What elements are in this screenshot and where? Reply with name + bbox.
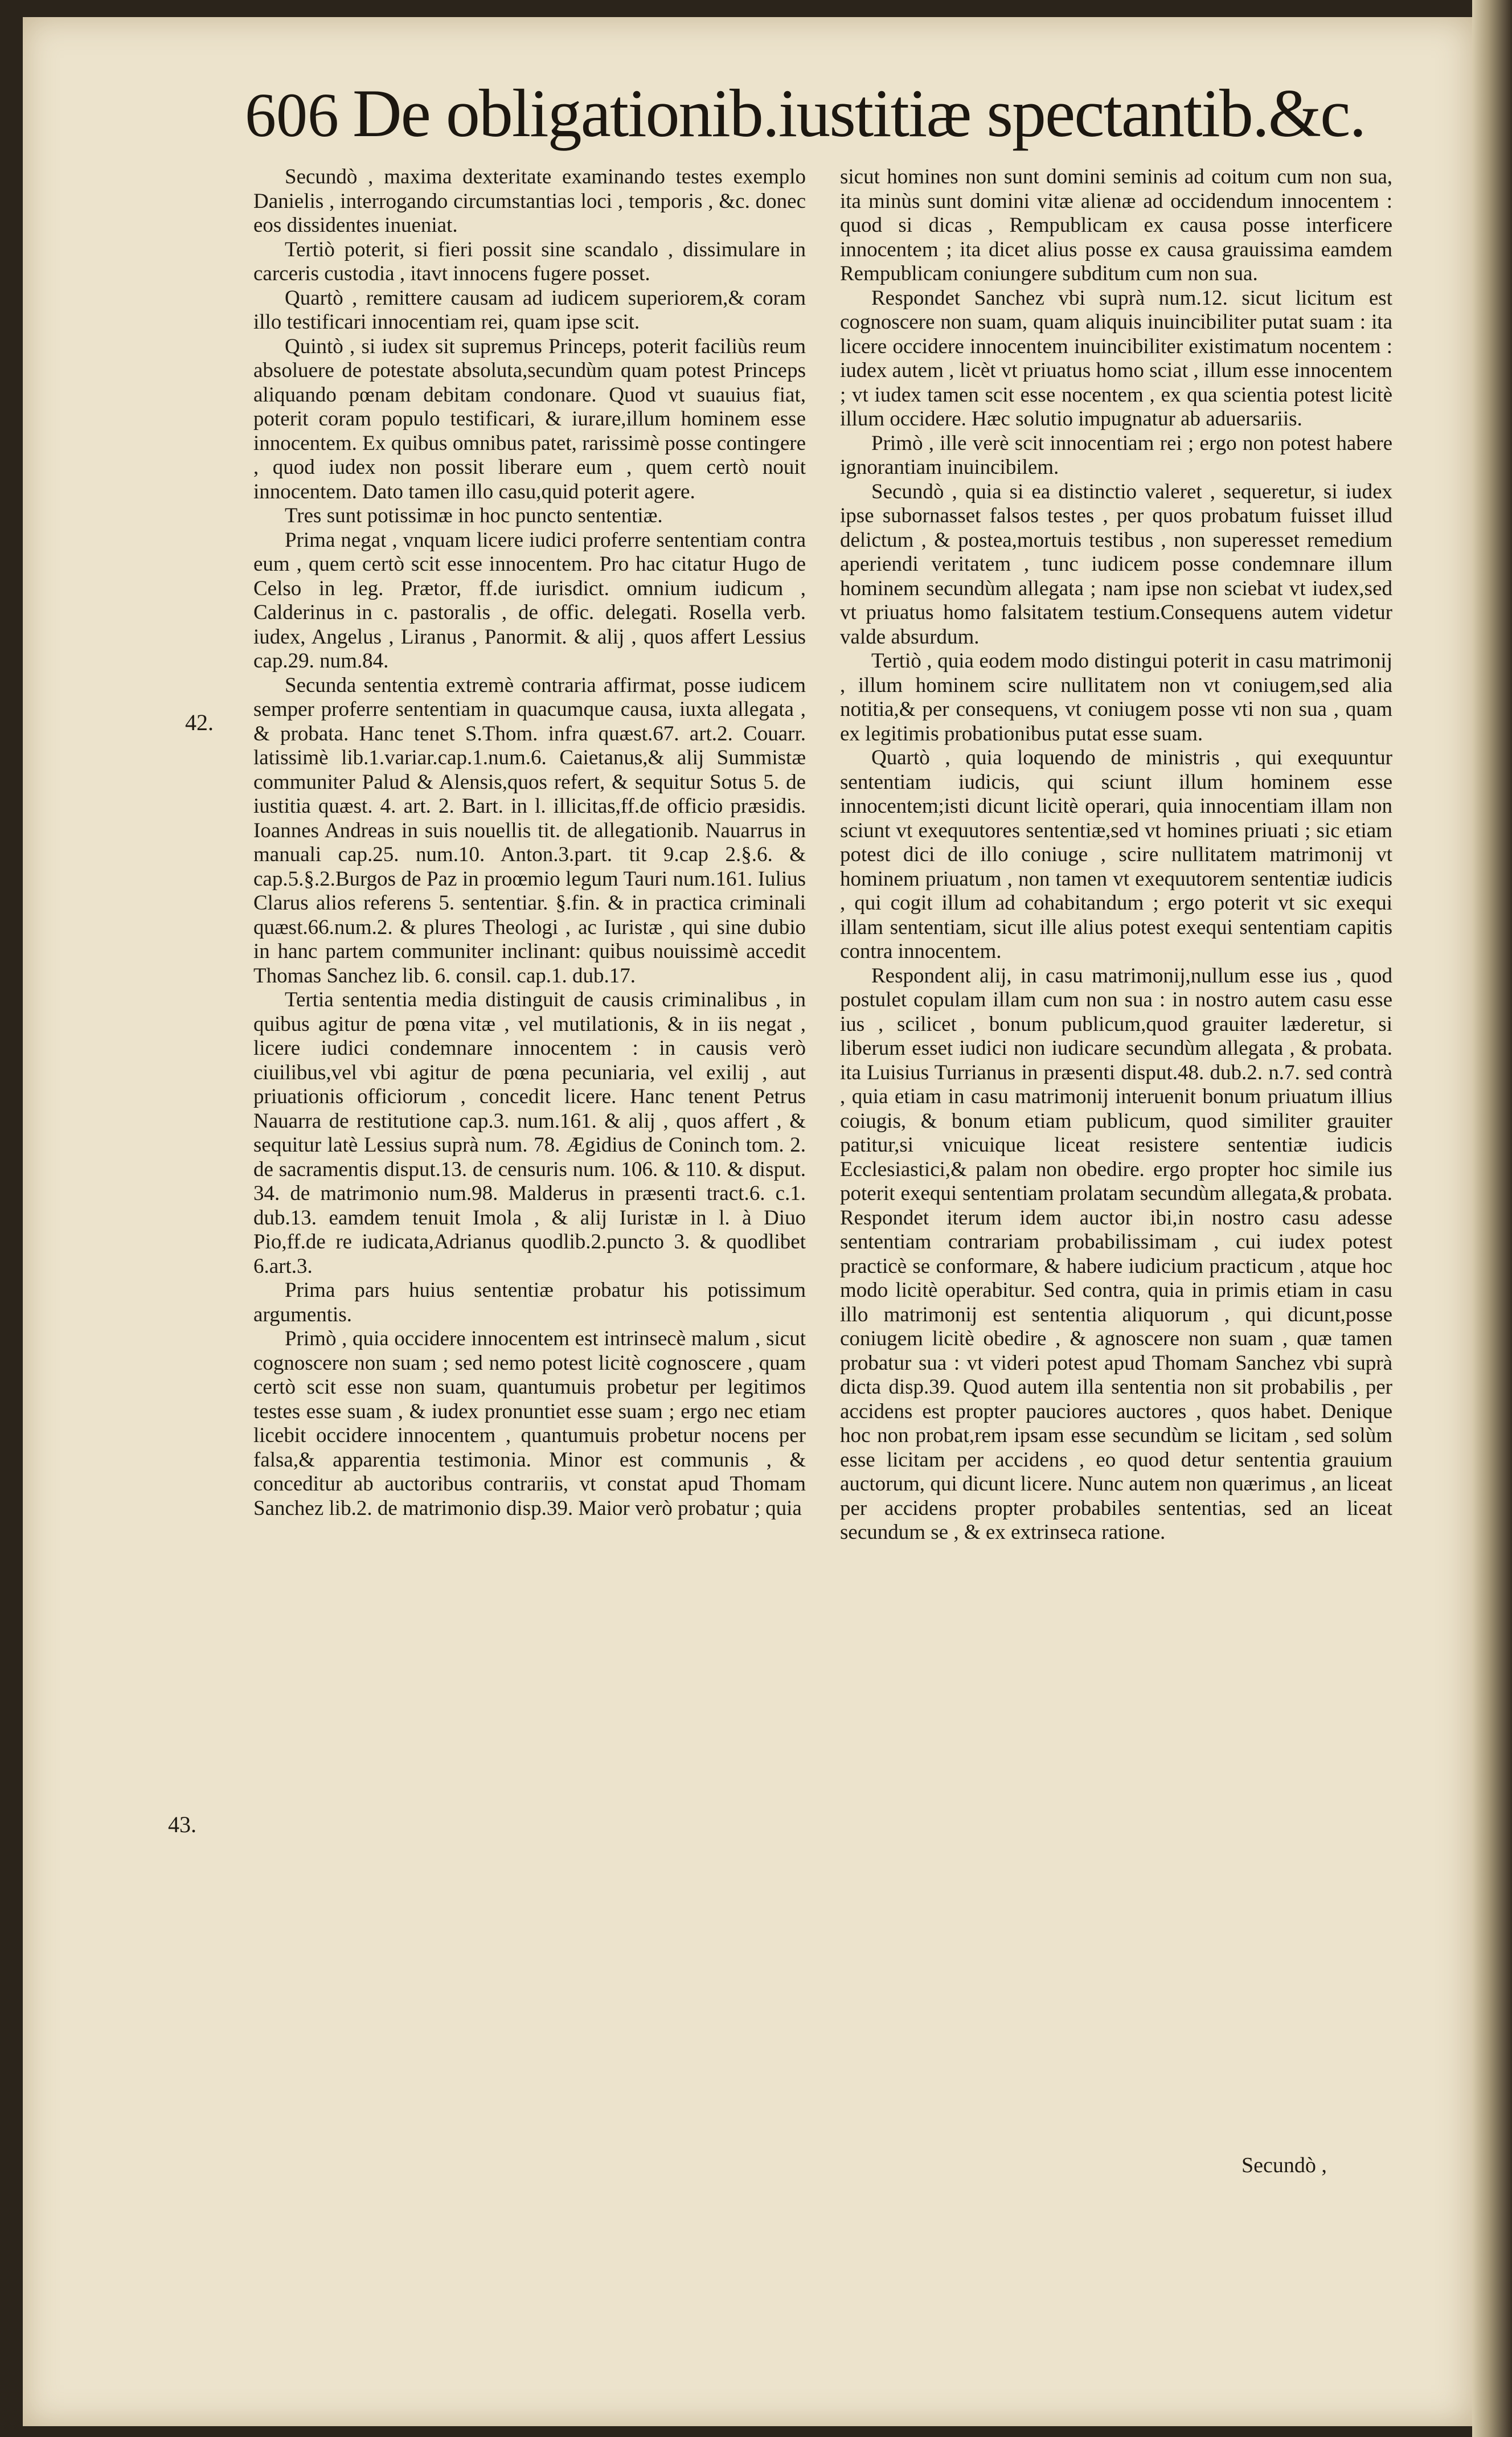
right-column: [840, 165, 1392, 2159]
paragraph: Quintò , si iudex sit supremus Princeps, poterit faciliùs reum absoluere de potestate absoluta,secundùm quam potest Princeps aliquando pœnam debitam condonare. Quod vt suauius fiat, poterit coram populo testificari, & iurare,illum hominem esse innocentem. Ex quibus omnibus patet, rarissimè posse contingere , quod iudex non possit liberare eum , quem certò nouit innocentem. Dato tamen illo casu,quid poterit agere.: [253, 334, 806, 503]
page-number: 606: [245, 80, 339, 150]
running-header: [245, 74, 1366, 151]
margin-note-42: 42.: [185, 710, 214, 735]
paragraph: Secunda sententia extremè contraria affirmat, posse iudicem semper proferre sententiam in quacumque causa, iuxta allegata , & probata. Hanc tenet S.Thom. infra quæst.67. art.2. Couarr. latissimè lib.1.variar.cap.1.num.6. Caietanus,& alij Summistæ communiter Palud & Alensis,quos refert, & sequitur Sotus 5. de iustitia quæst. 4. art. 2. Bart. in l. illicitas,ff.de officio præsidis. Ioannes Andreas in suis nouellis tit. de allegationib. Nauarrus in manuali cap.25. num.10. Anton.3.part. tit 9.cap 2.§.6. & cap.5.§.2.Burgos de Paz in proœmio legum Tauri num.161. Iulius Clarus alios referens 5. sententiar. §.fin. & in practica criminali quæst.66.num.2. & plures Theologi , ac Iuristæ , qui sine dubio in hanc partem communiter inclinant: quibus nouissimè accedit Thomas Sanchez lib. 6. consil. cap.1. dub.17.: [253, 673, 806, 988]
paragraph: Respondet Sanchez vbi suprà num.12. sicut licitum est cognoscere non suam, quam aliquis inuincibiliter putat suam : ita licere occidere innocentem inuincibiliter existimatum nocentem : iudex autem , licèt vt priuatus homo sciat , illum esse innocentem ; vt iudex tamen scit esse nocentem , ex qua scientia potest licitè illum occidere. Hæc solutio impugnatur ab aduersariis.: [840, 286, 1392, 431]
page-title: De obligationib.iustitiæ spectantib.&c.: [353, 75, 1366, 151]
paragraph: Prima negat , vnquam licere iudici proferre sententiam contra eum , quem certò scit esse innocentem. Pro hac citatur Hugo de Celso in leg. Prætor, ff.de iurisdict. omnium iudicum , Calderinus in c. pastoralis , de offic. delegati. Rosella verb. iudex, Angelus , Liranus , Panormit. & alij , quos affert Lessius cap.29. num.84.: [253, 528, 806, 673]
paragraph: Primò , ille verè scit innocentiam rei ; ergo non potest habere ignorantiam inuincibilem.: [840, 431, 1392, 479]
paragraph: Quartò , remittere causam ad iudicem superiorem,& coram illo testificari innocentiam rei, quam ipse scit.: [253, 286, 806, 334]
paragraph: Tres sunt potissimæ in hoc puncto sententiæ.: [285, 504, 663, 527]
paragraph: Secundò , quia si ea distinctio valeret , sequeretur, si iudex ipse subornasset falsos testes , per quos probatum fuisset illud delictum , & postea,mortuis testibus , non superesset remedium aperiendi veritatem , tunc iudicem posse condemnare illum hominem secundùm allegata ; nam ipse non sciebat vt iudex,sed vt priuatus homo falsitatem testium.Consequens autem videtur valde absurdum.: [840, 480, 1392, 649]
paragraph: Primò , quia occidere innocentem est intrinsecè malum , sicut cognoscere non suam ; sed nemo potest licitè cognoscere , quam certò scit esse non suam, quantumuis probetur per legitimos testes esse suam , & iudex pronuntiet esse suam ; ergo nec etiam licebit occidere innocentem , quantumuis probetur nocens per falsa,& apparentia testimonia. Minor est communis , & conceditur ab auctoribus contrariis, vt constat apud Thomam Sanchez lib.2. de matrimonio disp.39. Maior verò probatur ; quia: [253, 1327, 806, 1520]
book-binding-edge: [1472, 0, 1512, 2437]
paragraph: Prima pars huius sententiæ probatur his potissimum argumentis.: [253, 1279, 806, 1326]
paragraph: sicut homines non sunt domini seminis ad coitum cum non sua, ita minùs sunt domini vitæ alienæ ad occidendum innocentem : quod si dicas , Rempublicam ex causa posse interficere innocentem ; ita dicet alius posse ex causa grauissima eamdem Rempublicam coniungere subditum cum non sua.: [840, 165, 1392, 285]
catchword: Secundò ,: [1241, 2153, 1327, 2177]
margin-note-43: 43.: [168, 1812, 196, 1837]
left-column: [253, 165, 806, 2159]
paragraph: Tertiò , quia eodem modo distingui poterit in casu matrimonij , illum hominem scire nullitatem non vt coniugem,sed alia notitia,& per consequens, vt coniugem posse vti non sua , quam ex legitimis probationibus putat esse suam.: [840, 649, 1392, 746]
paragraph: Tertia sententia media distinguit de causis criminalibus , in quibus agitur de pœna vitæ , vel mutilationis, & in iis negat , licere iudici condemnare innocentem : in causis verò ciuilibus,vel vbi agitur de pœna pecuniaria, vel exilij , aut priuationis officiorum , concedit licere. Hanc tenent Petrus Nauarra de restitutione cap.3. num.161. & alij , quos affert , & sequitur latè Lessius suprà num. 78. Ægidius de Coninch tom. 2. de sacramentis disput.13. de censuris num. 106. & 110. & disput. 34. de matrimonio num.98. Malderus in præsenti tract.6. c.1. dub.13. eamdem tenuit Imola , & alij Iuristæ in l. à Diuo Pio,ff.de re iudicata,Adrianus quodlib.2.puncto 3. & quodlibet 6.art.3.: [253, 988, 806, 1278]
paragraph: Tertiò poterit, si fieri possit sine scandalo , dissimulare in carceris custodia , itavt innocens fugere posset.: [253, 237, 806, 285]
paragraph: Secundò , maxima dexteritate examinando testes exemplo Danielis , interrogando circumstantias loci , temporis , &c. donec eos dissidentes inueniat.: [253, 165, 806, 237]
paragraph: Respondent alij, in casu matrimonij,nullum esse ius , quod postulet copulam illam cum non sua : in nostro autem casu esse ius , scilicet , bonum publicum,quod grauiter læderetur, si liberum esset iudici non iudicare secundùm allegata , & probata. ita Luisius Turrianus in præsenti disput.48. dub.2. n.7. sed contrà , quia etiam in casu matrimonij interuenit bonum priuatum illius coiugis, & bonum etiam publicum, quod similiter grauiter patitur,si vnicuique liceat resistere sententiæ iudicis Ecclesiastici,& palam non obedire. ergo propter hoc simile ius poterit exequi sententiam prolatam secundùm allegata,& probata. Respondet iterum idem auctor ibi,in nostro casu adesse sententiam contrariam probabilissimam , cui iudex potest practicè se conformare, & habere iudicium practicum , atque hoc modo licitè operabitur. Sed contra, quia in primis etiam in casu illo matrimonij est sententia aliquorum , qui dicunt,posse coniugem licitè obedire , & agnoscere non suam , quæ tamen probatur sua : vt videri potest apud Thomam Sanchez vbi suprà dicta disp.39. Quod autem illa sententia non sit probabilis , per accidens est propter pauciores auctores , quos habet. Denique hoc non probat,rem ipsam esse secundùm se licitam , sed solùm esse licitam per accidens , eo quod detur sententia grauium auctorum, qui dicunt licere. Nunc autem non quærimus , an liceat per accidens propter probabiles sententias, sed an liceat secundum se , & ex extrinseca ratione.: [840, 964, 1392, 1544]
paragraph: Quartò , quia loquendo de ministris , qui exequuntur sententiam iudicis, qui sciunt illum hominem esse innocentem;isti dicunt licitè operari, quia innocentiam illam non sciunt vt exequutores sententiæ,sed vt homines priuati ; sic etiam potest dici de illo coniuge , scire nullitatem matrimonij vt hominem priuatum , non tamen vt exequutorem sententiæ iudicis , qui cogit illum ad cohabitandum ; ergo poterit vt sic exequi illam sententiam, sicut ille alius potest exequi sententiam capitis contra innocentem.: [840, 746, 1392, 963]
